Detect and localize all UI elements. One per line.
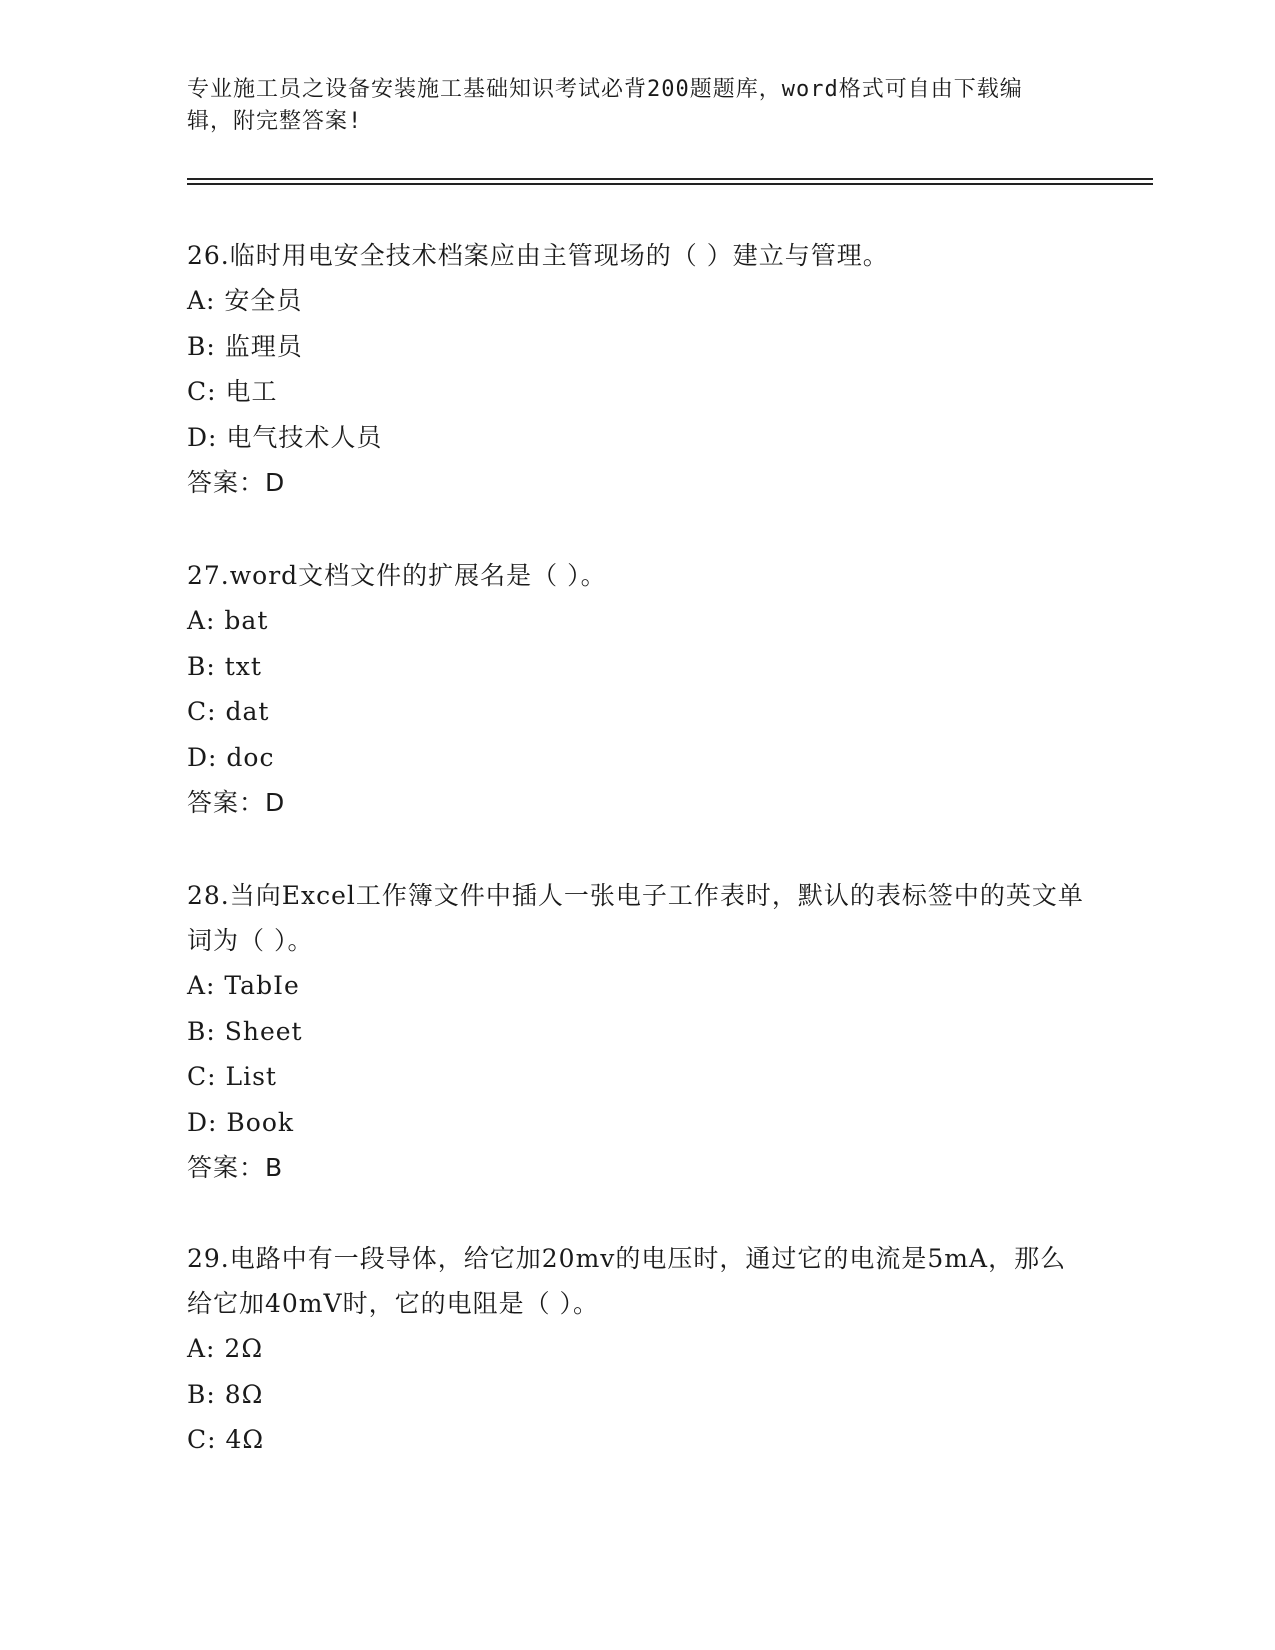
option-d: D: Book <box>187 1107 295 1137</box>
option-b: B: txt <box>187 651 262 681</box>
option-a: A: 2Ω <box>187 1334 264 1363</box>
answer-line: 答案：B <box>187 1153 284 1182</box>
option-b: B: 监理员 <box>187 331 303 361</box>
option-a: A: TabIe <box>187 971 300 1000</box>
question-text: 29.电路中有一段导体，给它加20mv的电压时，通过它的电流是5mA，那么给它加40mV时，它的电阻是（ ）。 <box>187 1244 1067 1318</box>
title-divider-line <box>187 183 1153 185</box>
option-d: D: doc <box>187 742 275 772</box>
title-divider-line <box>187 178 1153 180</box>
answer-line: 答案：D <box>187 788 286 817</box>
answer-line: 答案：D <box>187 468 286 497</box>
option-c: C: List <box>187 1062 277 1091</box>
question-text: 27.word文档文件的扩展名是（ ）。 <box>187 561 607 590</box>
question-28 <box>187 873 1087 1190</box>
question-29 <box>187 1236 1087 1463</box>
option-c: C: 4Ω <box>187 1425 265 1454</box>
option-a: A: 安全员 <box>187 286 303 315</box>
question-text: 28.当向Excel工作簿文件中插人一张电子工作表时，默认的表标签中的英文单词为（ ）。 <box>187 881 1084 955</box>
question-26 <box>187 233 1087 505</box>
option-c: C: dat <box>187 697 270 726</box>
question-27 <box>187 553 1087 825</box>
option-d: D: 电气技术人员 <box>187 422 383 452</box>
option-b: B: Sheet <box>187 1016 303 1046</box>
option-a: A: bat <box>187 606 269 635</box>
document-title: 专业施工员之设备安装施工基础知识考试必背200题题库，word格式可自由下载编辑，附完整答案! <box>187 77 1023 134</box>
question-text: 26.临时用电安全技术档案应由主管现场的（ ）建立与管理。 <box>187 241 889 270</box>
option-c: C: 电工 <box>187 377 278 406</box>
option-b: B: 8Ω <box>187 1379 264 1409</box>
